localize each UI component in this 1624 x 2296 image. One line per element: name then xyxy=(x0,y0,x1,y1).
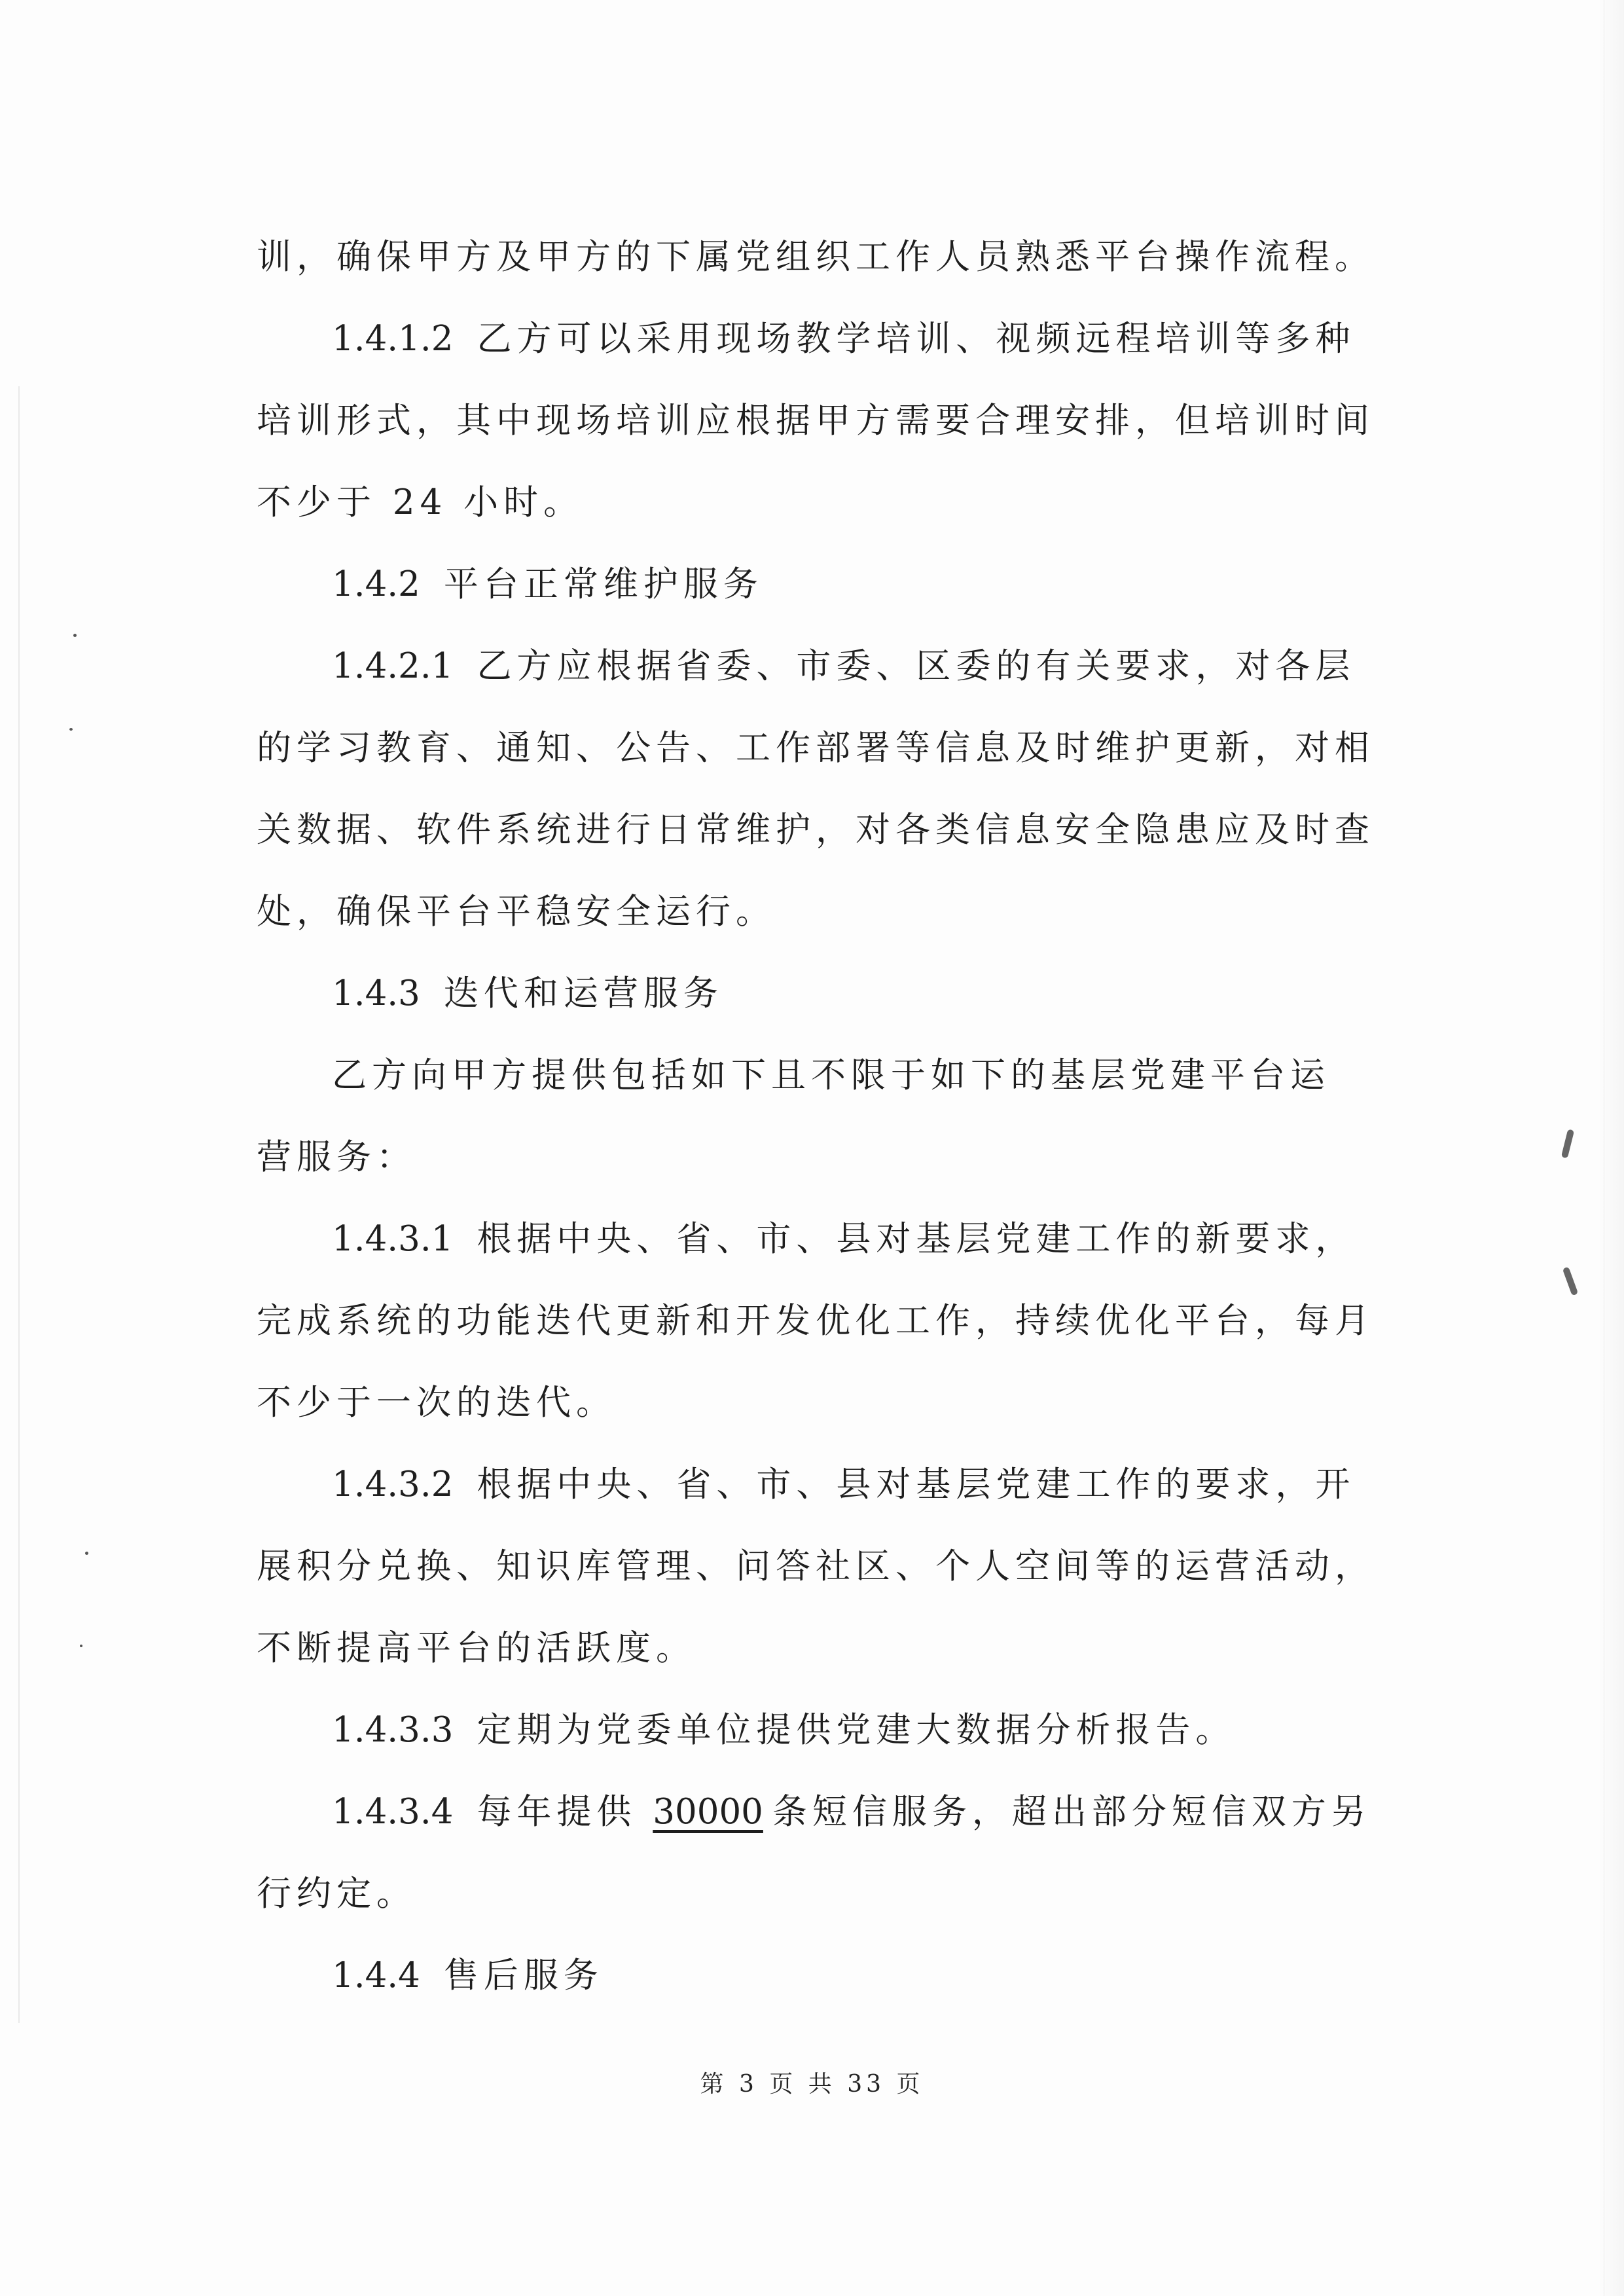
numbered-paragraph xyxy=(257,1935,1337,2016)
section-number: 1.4.3 xyxy=(332,974,420,1013)
document-body xyxy=(257,216,1375,2016)
paragraph-line xyxy=(257,462,1337,543)
scan-speck xyxy=(73,634,77,637)
section-number: 1.4.2.1 xyxy=(332,646,454,686)
scan-smudge xyxy=(1561,1129,1574,1158)
paragraph-text: 售后服务 xyxy=(443,1956,604,1995)
paragraph-text: 根据中央、省、市、县对基层党建工作的要求，开 xyxy=(477,1465,1356,1504)
paragraph-text: 每年提供 xyxy=(477,1792,637,1832)
numbered-paragraph xyxy=(257,1198,1356,1280)
paragraph-text: 迭代和运营服务 xyxy=(443,974,723,1013)
paragraph-text: 行约定。 xyxy=(257,1874,416,1914)
scan-speck xyxy=(85,1552,88,1555)
paragraph-text: 培训形式，其中现场培训应根据甲方需要合理安排，但培训时间 xyxy=(257,401,1375,441)
scan-smudge xyxy=(1562,1267,1578,1296)
paragraph-text: 的学习教育、通知、公告、工作部署等信息及时维护更新，对相 xyxy=(257,728,1375,768)
paragraph-text: 乙方应根据省委、市委、区委的有关要求，对各层 xyxy=(477,646,1356,686)
paragraph-text: 处，确保平台平稳安全运行。 xyxy=(257,892,776,932)
section-number: 1.4.1.2 xyxy=(332,319,454,359)
paragraph-line xyxy=(257,216,1375,298)
paragraph-line xyxy=(257,871,1337,953)
section-number: 1.4.3.2 xyxy=(332,1465,454,1504)
section-number: 1.4.2 xyxy=(332,564,420,604)
paragraph-text: 根据中央、省、市、县对基层党建工作的新要求， xyxy=(477,1219,1356,1259)
paragraph-text: 定期为党委单位提供党建大数据分析报告。 xyxy=(477,1710,1236,1750)
section-number: 1.4.3.1 xyxy=(332,1219,454,1259)
paragraph-text: 关数据、软件系统进行日常维护，对各类信息安全隐患应及时查 xyxy=(257,810,1375,850)
scan-speck xyxy=(80,1645,82,1647)
paragraph-text: 不少于一次的迭代。 xyxy=(257,1383,616,1423)
section-number: 1.4.4 xyxy=(332,1956,420,1995)
numbered-paragraph xyxy=(257,1444,1356,1525)
paragraph-line xyxy=(257,1853,1337,1935)
paragraph-line xyxy=(257,1116,1337,1198)
scan-artifact-line xyxy=(18,386,20,2023)
paragraph-line xyxy=(257,707,1375,789)
numbered-paragraph xyxy=(257,625,1356,707)
numbered-paragraph xyxy=(257,1689,1337,1771)
scan-speck xyxy=(69,728,73,731)
paragraph-text: 完成系统的功能迭代更新和开发优化工作，持续优化平台，每月 xyxy=(257,1301,1375,1341)
section-number: 1.4.3.3 xyxy=(332,1710,454,1750)
paragraph-line xyxy=(257,789,1375,871)
paragraph-text: 平台正常维护服务 xyxy=(443,564,763,604)
paragraph-line xyxy=(257,1034,1337,1116)
numbered-paragraph xyxy=(257,1771,1371,1853)
scan-shadow-edge xyxy=(1598,0,1624,2296)
paragraph-line xyxy=(257,1362,1337,1444)
numbered-paragraph xyxy=(257,953,1337,1034)
paragraph-text: 训，确保甲方及甲方的下属党组织工作人员熟悉平台操作流程。 xyxy=(257,237,1375,277)
section-number: 1.4.3.4 xyxy=(332,1792,454,1832)
paragraph-text: 不少于 24 小时。 xyxy=(257,483,584,522)
numbered-paragraph xyxy=(257,543,1337,625)
paragraph-text: 乙方向甲方提供包括如下且不限于如下的基层党建平台运 xyxy=(332,1055,1330,1095)
page-footer: 第 3 页 共 33 页 xyxy=(700,2071,924,2098)
paragraph-line xyxy=(257,1280,1375,1362)
sms-count-underlined: 30000 xyxy=(653,1792,763,1832)
paragraph-line xyxy=(257,1607,1337,1689)
paragraph-text: 乙方可以采用现场教学培训、视频远程培训等多种 xyxy=(477,319,1356,359)
paragraph-text: 条短信服务，超出部分短信双方另 xyxy=(772,1792,1371,1832)
paragraph-text: 营服务： xyxy=(257,1137,416,1177)
paragraph-text: 展积分兑换、知识库管理、问答社区、个人空间等的运营活动， xyxy=(257,1546,1375,1586)
paragraph-line xyxy=(257,1525,1375,1607)
paragraph-line xyxy=(257,380,1375,462)
paragraph-text: 不断提高平台的活跃度。 xyxy=(257,1628,696,1668)
numbered-paragraph xyxy=(257,298,1356,380)
